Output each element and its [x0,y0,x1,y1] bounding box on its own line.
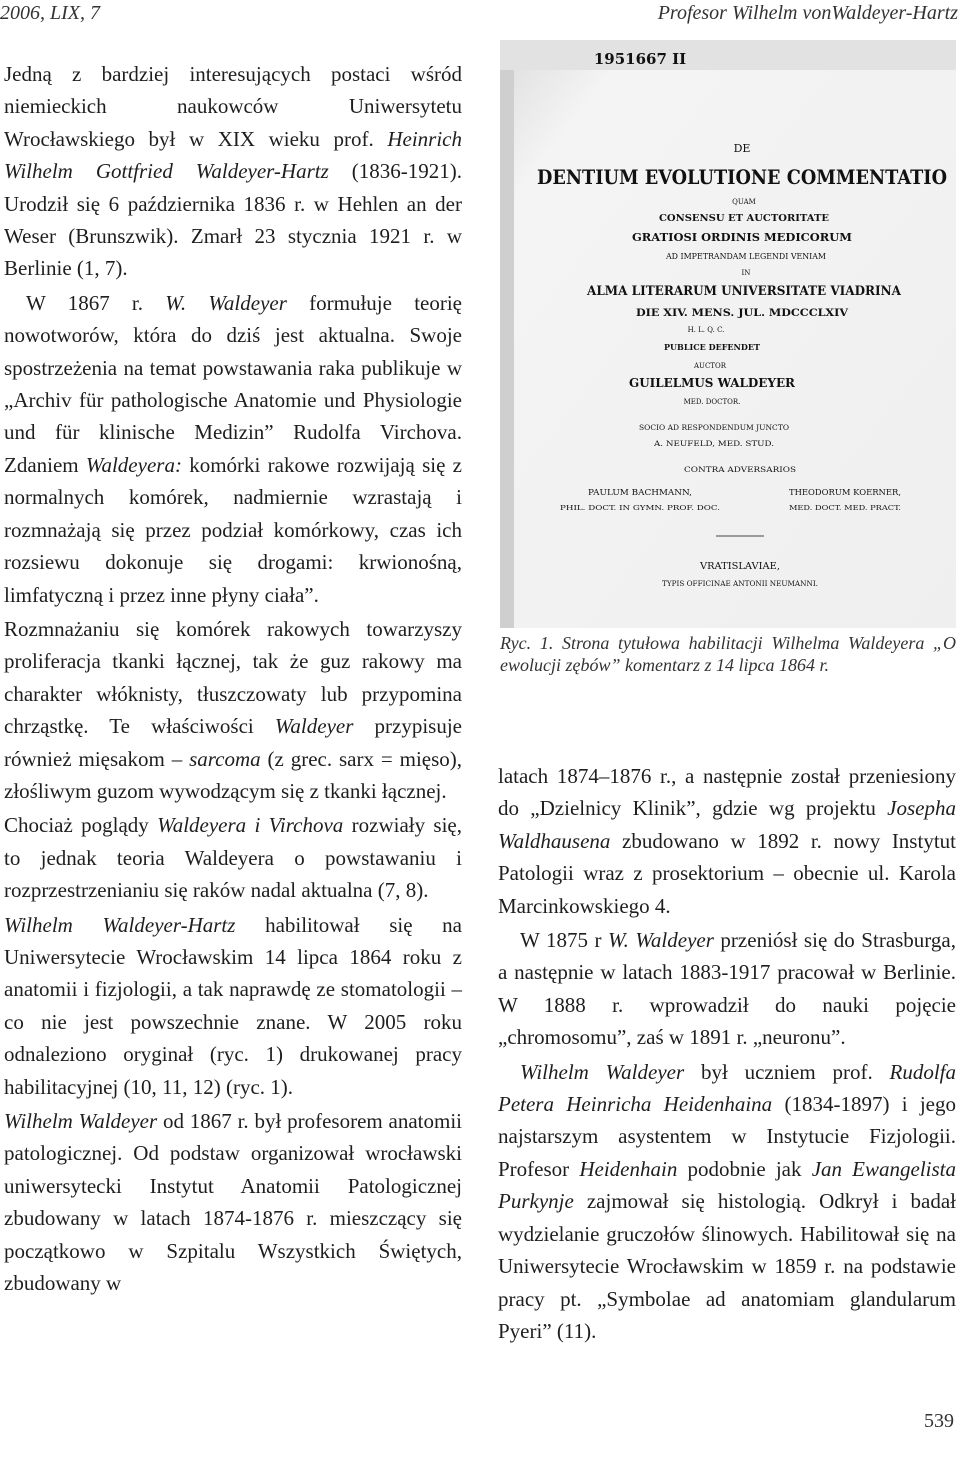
paragraph [4,809,462,906]
left-column [4,58,462,1299]
text-run: (1836-1921). Urodził się 6 października 1836 r. w Hehlen an der Weser (Brunszwik). Zmarł 23 stycznia 1921 r. w Berlinie (1, 7). [4,159,462,281]
fig-line: PHIL. DOCT. IN GYMN. PROF. DOC. [560,505,721,512]
text-run: latach 1874–1876 r., a następnie został przeniesiony do „Dzielnicy Klinik”, gdzie wg projektu [498,764,956,821]
italic-text: W. Waldeyer [608,928,714,953]
text-run: rozwiały się, to jednak teoria Waldeyera o powstawaniu i rozprzestrzenianiu się raków nadal aktualna (7, 8). [4,813,462,903]
text-run: od 1867 r. był profesorem anatomii patologicznej. Od podstaw organizował wrocławski uniwersytecki Instytut Anatomii Patologicznej zbudowany w latach 1874-1876 r. mieszczący się początkowo w Szpitalu Wszystkich Świętych, zbudowany w [4,1109,463,1296]
fig-line: THEODORUM KOERNER, [789,488,901,497]
scan-number: 1951667 II [593,50,687,68]
figure-title-page-scan [500,40,956,628]
page-number: 539 [924,1410,954,1432]
text-run: przypisuje również mięsakom – [4,714,462,771]
italic-text: Waldeyera i Virchova [157,813,344,838]
fig-line: H. L. Q. C. [687,326,725,334]
italic-text: Josepha Waldhausena [498,796,956,853]
italic-text: Waldeyer [274,714,354,739]
italic-text: W. Waldeyer [165,290,287,315]
text-run: habilitował się na Uniwersytecie Wrocławskim 14 lipca 1864 roku z anatomii i fizjologii, a tak naprawdę ze stomatologii – co nie jest powszechnie znane. W 2005 roku odnaleziono oryginał (ryc. 1) drukowanej pracy habilitacyjnej (10, 11, 12) (ryc. 1). [4,912,462,1099]
italic-text: Wilhelm Waldeyer-Hartz [4,912,236,937]
paragraph [498,1056,956,1348]
text-run: komórki rakowe rozwijają się z normalnych komórek, nadmiernie wzrastają i rozmnażają się przez podział komórkowy, czas ich rozsiewu dokonuje się drogami: krwionośną, limfatyczną i przez inne płyny ciała”. [4,452,462,607]
italic-text: Jan Ewangelista Purkynje [498,1156,957,1214]
text-run: zajmował się histologią. Odkrył i badał wydzielanie gruczołów ślinowych. Habilitował się na Uniwersytecie Wrocławskim w 1859 r. na podstawie pracy pt. „Symbolae ad anatomiam glandularum Pyeri” (11). [498,1189,956,1343]
fig-line: AUCTOR [694,362,726,370]
paragraph [4,58,462,285]
fig-line: AD IMPETRANDAM LEGENDI VENIAM [665,252,826,261]
text-run: Jedną z bardziej interesujących postaci wśród niemieckich naukowców Uniwersytetu Wrocławskiego był w XIX wieku prof. [4,62,462,151]
right-column [498,760,956,1347]
fig-line: ALMA LITERARUM UNIVERSITATE VIADRINA [586,284,902,299]
text-run: Chociaż poglądy [4,813,158,838]
text-run: W 1875 r [520,928,609,953]
fig-line: IN [741,269,751,277]
fig-line: CONSENSU ET AUCTORITATE [659,214,830,224]
italic-text: sarcoma [189,746,261,771]
text-run: W 1867 r. [26,290,166,315]
paragraph [498,760,956,922]
fig-line: DE [733,142,751,155]
text-run: zbudowano w 1892 r. nowy Instytut Patologii wraz z prosektorium – obecnie ul. Karola Marcinkowskiego 4. [498,828,956,918]
paragraph [4,613,462,807]
fig-line: CONTRA ADVERSARIOS [684,466,797,474]
text-run: (z grec. sarx = mięso), złośliwym guzom wywodzącym się z tkanki łącznej. [4,746,463,803]
text-run: podobnie jak [677,1156,812,1181]
fig-line: MED. DOCT. MED. PRACT. [789,505,902,512]
text-run: Rozmnażaniu się komórek rakowych towarzyszy proliferacja tkanki łącznej, tak że guz rakowy ma charakter włóknisty, tłuszczowaty lub przypomina chrząstkę. Te właściwości [4,616,462,739]
italic-text: Heinrich Wilhelm Gottfried Waldeyer-Hartz [4,126,462,184]
fig-line: PUBLICE DEFENDET [664,342,761,352]
title-page-image [500,40,956,628]
fig-line: A. NEUFELD, MED. STUD. [652,440,774,448]
paragraph [498,924,956,1054]
fig-line: VRATISLAVIAE, [698,562,780,572]
text-run: (1834-1897) i jego najstarszym asystentem w Instytucie Fizjologii. Profesor [498,1092,956,1181]
paragraph [4,909,462,1103]
fig-line: PAULUM BACHMANN, [588,488,692,497]
fig-line: TYPIS OFFICINAE ANTONII NEUMANNI. [662,580,818,588]
fig-line: MED. DOCTOR. [683,398,741,406]
fig-line: DIE XIV. MENS. JUL. MDCCCLXIV [636,308,849,319]
fig-title: DENTIUM EVOLUTIONE COMMENTATIO [537,165,947,189]
text-run: był uczniem prof. [684,1059,890,1084]
italic-text: Rudolfa Petera Heinricha Heidenhaina [498,1059,957,1117]
fig-line: SOCIO AD RESPONDENDUM JUNCTO [639,424,790,432]
italic-text: Heidenhain [579,1156,678,1181]
text-run: przeniósł się do Strasburga, a następnie w latach 1883-1917 pracował w Berlinie. W 1888 r. wprowadził do nauki pojęcie „chromosomu”, zaś w 1891 r. „neuronu”. [498,928,956,1050]
running-header-right: Profesor Wilhelm vonWaldeyer-Hartz [657,2,958,24]
fig-line: GUILELMUS WALDEYER [629,376,797,390]
italic-text: Waldeyera: [85,452,182,477]
running-header-left: 2006, LIX, 7 [0,2,100,24]
italic-text: Wilhelm Waldeyer [520,1059,685,1084]
paragraph [4,287,462,611]
fig-line: QUAM [732,198,756,206]
figure-caption: Ryc. 1. Strona tytułowa habilitacji Wilhelma Waldeyera „O ewolucji zębów” komentarz z 14 lipca 1864 r. [500,633,956,676]
fig-line: GRATIOSI ORDINIS MEDICORUM [632,231,852,244]
paragraph [4,1105,462,1299]
italic-text: Wilhelm Waldeyer [4,1109,158,1133]
text-run: formułuje teorię nowotworów, która do dziś jest aktualna. Swoje spostrzeżenia na temat powstawania raka publikuje w „Archiv für pathologische Anatomie und Physiologie und für klinische Medizin” Rudolfa Virchova. Zdaniem [4,290,462,477]
